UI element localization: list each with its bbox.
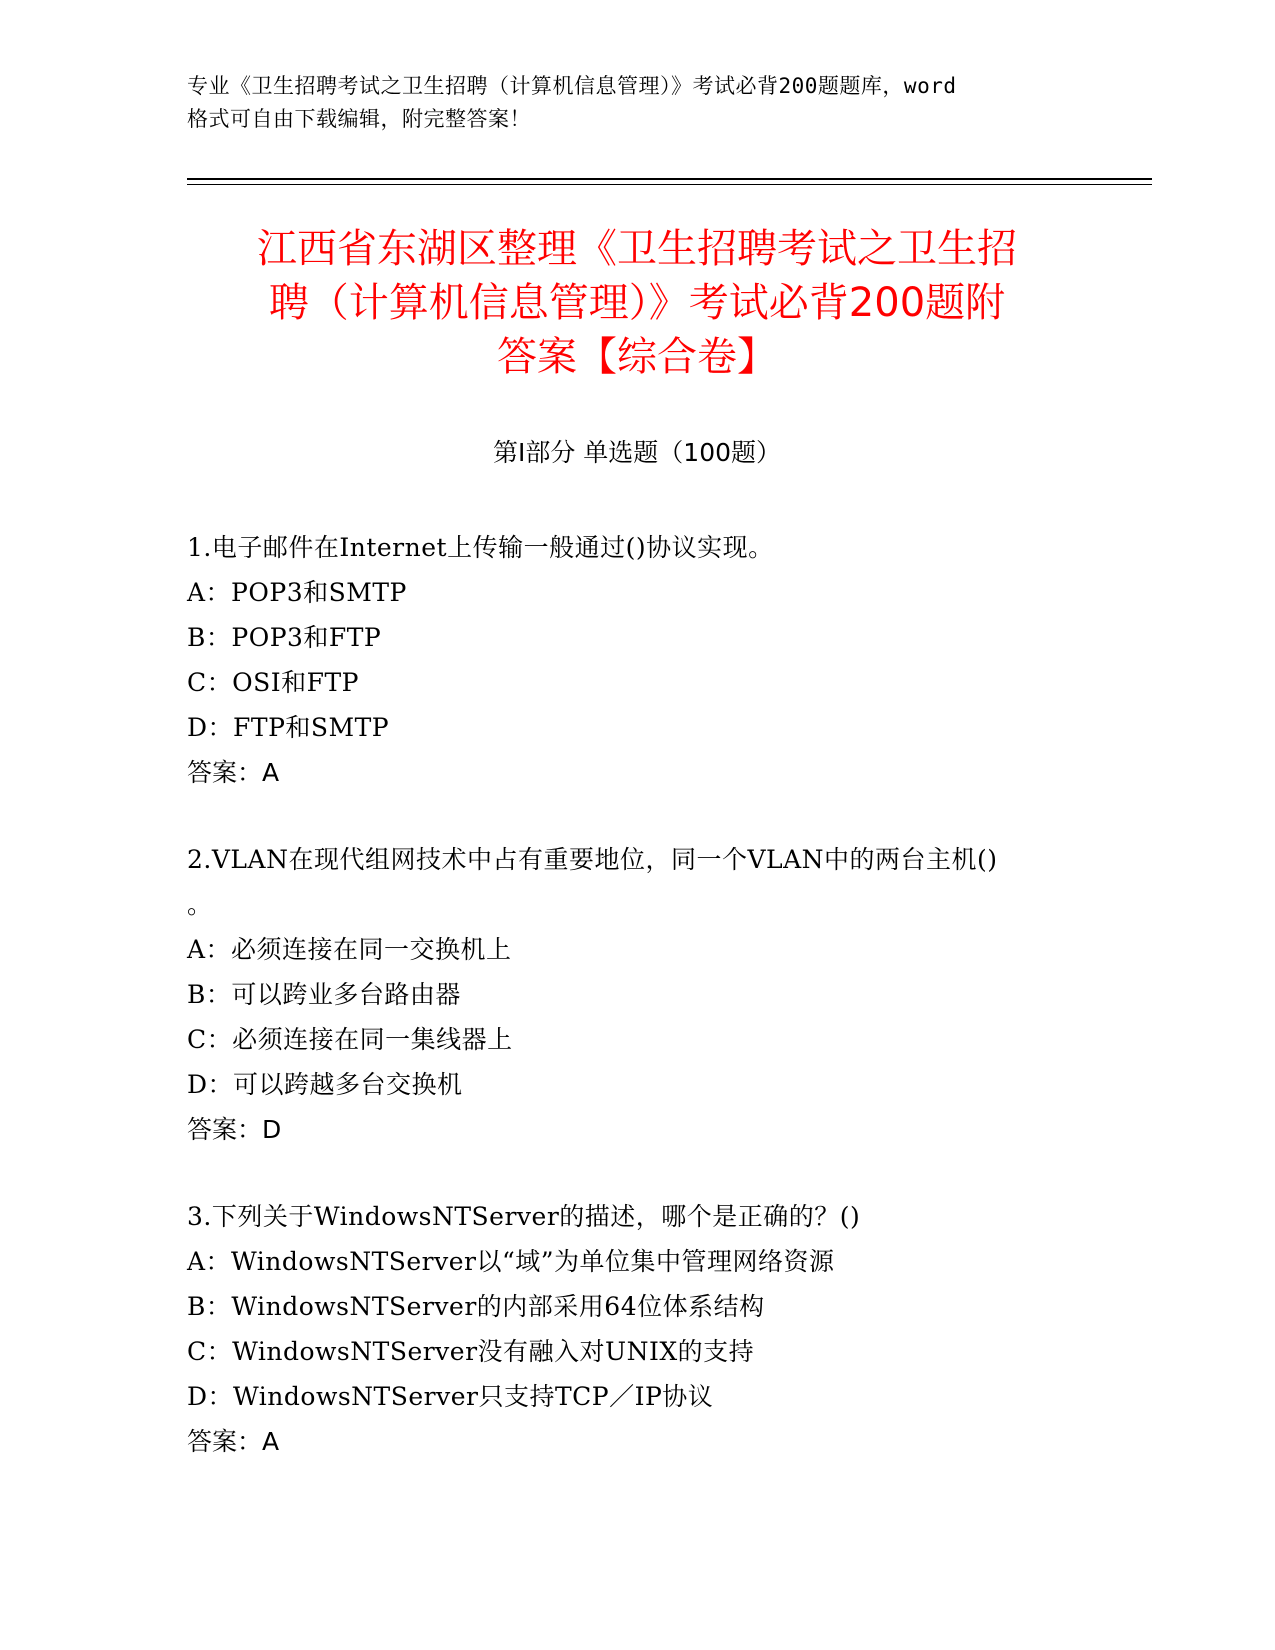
option-b: B：WindowsNTServer的内部采用64位体系结构 [187,1292,765,1321]
question-1 [187,525,1087,795]
option-d: D：WindowsNTServer只支持TCP／IP协议 [187,1382,714,1411]
option-b: B：可以跨业多台路由器 [187,980,461,1009]
document-title [187,222,1087,384]
question-text-continuation: 。 [187,890,213,919]
answer: 答案：A [187,1427,280,1456]
header-note-line-2: 格式可自由下载编辑，附完整答案！ [187,107,531,131]
section-title: 第Ⅰ部分 单选题（100题） [492,438,782,467]
option-c: C：必须连接在同一集线器上 [187,1025,513,1054]
document-title-line-2: 聘（计算机信息管理）》考试必背200题附 [268,280,1006,326]
option-a: A：POP3和SMTP [187,578,407,607]
question-text: 3.下列关于WindowsNTServer的描述，哪个是正确的？() [187,1202,861,1231]
option-b: B：POP3和FTP [187,623,382,652]
question-2 [187,837,1087,1152]
option-a: A：WindowsNTServer以“域”为单位集中管理网络资源 [187,1247,835,1276]
answer: 答案：A [187,758,280,787]
option-c: C：OSI和FTP [187,668,359,697]
answer: 答案：D [187,1115,282,1144]
option-d: D：FTP和SMTP [187,713,390,742]
question-list [187,525,1087,1506]
header-note [187,70,1087,136]
question-3 [187,1194,1087,1464]
header-divider-thin [187,184,1152,185]
option-c: C：WindowsNTServer没有融入对UNIX的支持 [187,1337,755,1366]
question-text: 1.电子邮件在Internet上传输一般通过()协议实现。 [187,533,774,562]
document-title-line-1: 江西省东湖区整理《卫生招聘考试之卫生招 [257,226,1017,272]
option-a: A：必须连接在同一交换机上 [187,935,512,964]
header-divider-thick [187,178,1152,180]
header-note-line-1: 专业《卫生招聘考试之卫生招聘（计算机信息管理）》考试必背200题题库，word [187,74,957,98]
option-d: D：可以跨越多台交换机 [187,1070,463,1099]
question-text: 2.VLAN在现代组网技术中占有重要地位，同一个VLAN中的两台主机() [187,845,998,874]
document-title-line-3: 答案【综合卷】 [497,334,777,380]
